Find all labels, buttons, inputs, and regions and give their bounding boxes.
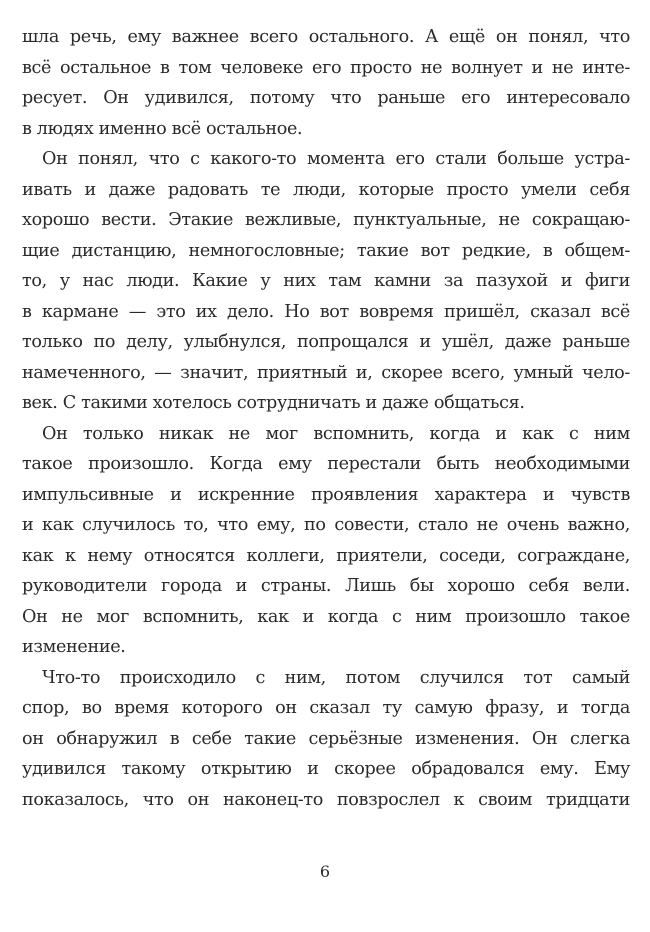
text-line: ресует. Он удивился, потому что раньше его интересовало [22, 88, 630, 108]
text-line: он обнаружил в себе такие серьёзные изменения. Он слегка [22, 728, 630, 749]
text-line: век. С такими хотелось сотрудничать и даже общаться. [22, 393, 525, 413]
paragraph-4 [22, 663, 630, 816]
text-line: такое произошло. Когда ему перестали быть необходимыми [22, 454, 630, 474]
paragraph-1 [22, 22, 630, 144]
text-line: всё остальное в том человеке его просто не волнует и не инте- [22, 57, 630, 78]
text-line: только по делу, улыбнулся, попрощался и ушёл, даже раньше [22, 332, 630, 352]
text-line: спор, во время которого он сказал ту самую фразу, и тогда [22, 698, 630, 718]
text-line: и как случилось то, что ему, по совести, стало не очень важно, [22, 515, 630, 535]
text-line: в кармане — это их дело. Но вот вовремя пришёл, сказал всё [22, 301, 630, 322]
paragraph-3 [22, 419, 630, 663]
paragraph-2 [22, 144, 630, 419]
text-line: изменение. [22, 637, 126, 657]
page-body [22, 22, 630, 815]
text-line: как к нему относятся коллеги, приятели, соседи, сограждане, [22, 545, 630, 566]
text-line: в людях именно всё остальное. [22, 118, 303, 139]
text-line: Он только никак не мог вспомнить, когда и как с ним [42, 423, 630, 444]
text-line: руководители города и страны. Лишь бы хорошо себя вели. [22, 576, 630, 596]
page-number: 6 [319, 862, 331, 881]
text-line: Он не мог вспомнить, как и когда с ним произошло такое [22, 606, 630, 627]
text-line: показалось, что он наконец-то повзрослел к своим тридцати [22, 789, 630, 810]
text-line: удивился такому открытию и скорее обрадовался ему. Ему [22, 759, 630, 779]
text-line: Что-то происходило с ним, потом случился тот самый [42, 667, 630, 688]
text-line: Он понял, что с какого-то момента его стали больше устра- [42, 149, 630, 169]
text-line: щие дистанцию, немногословные; такие вот редкие, в общем- [22, 240, 630, 261]
text-line: намеченного, — значит, приятный и, скорее всего, умный чело- [22, 362, 630, 383]
text-line: шла речь, ему важнее всего остального. А ещё он понял, что [22, 27, 630, 47]
text-line: то, у нас люди. Какие у них там камни за пазухой и фиги [22, 271, 630, 291]
text-line: хорошо вести. Этакие вежливые, пунктуальные, не сокращаю- [22, 210, 630, 230]
text-line: импульсивные и искренние проявления характера и чувств [22, 484, 630, 505]
text-line: ивать и даже радовать те люди, которые просто умели себя [22, 179, 630, 200]
